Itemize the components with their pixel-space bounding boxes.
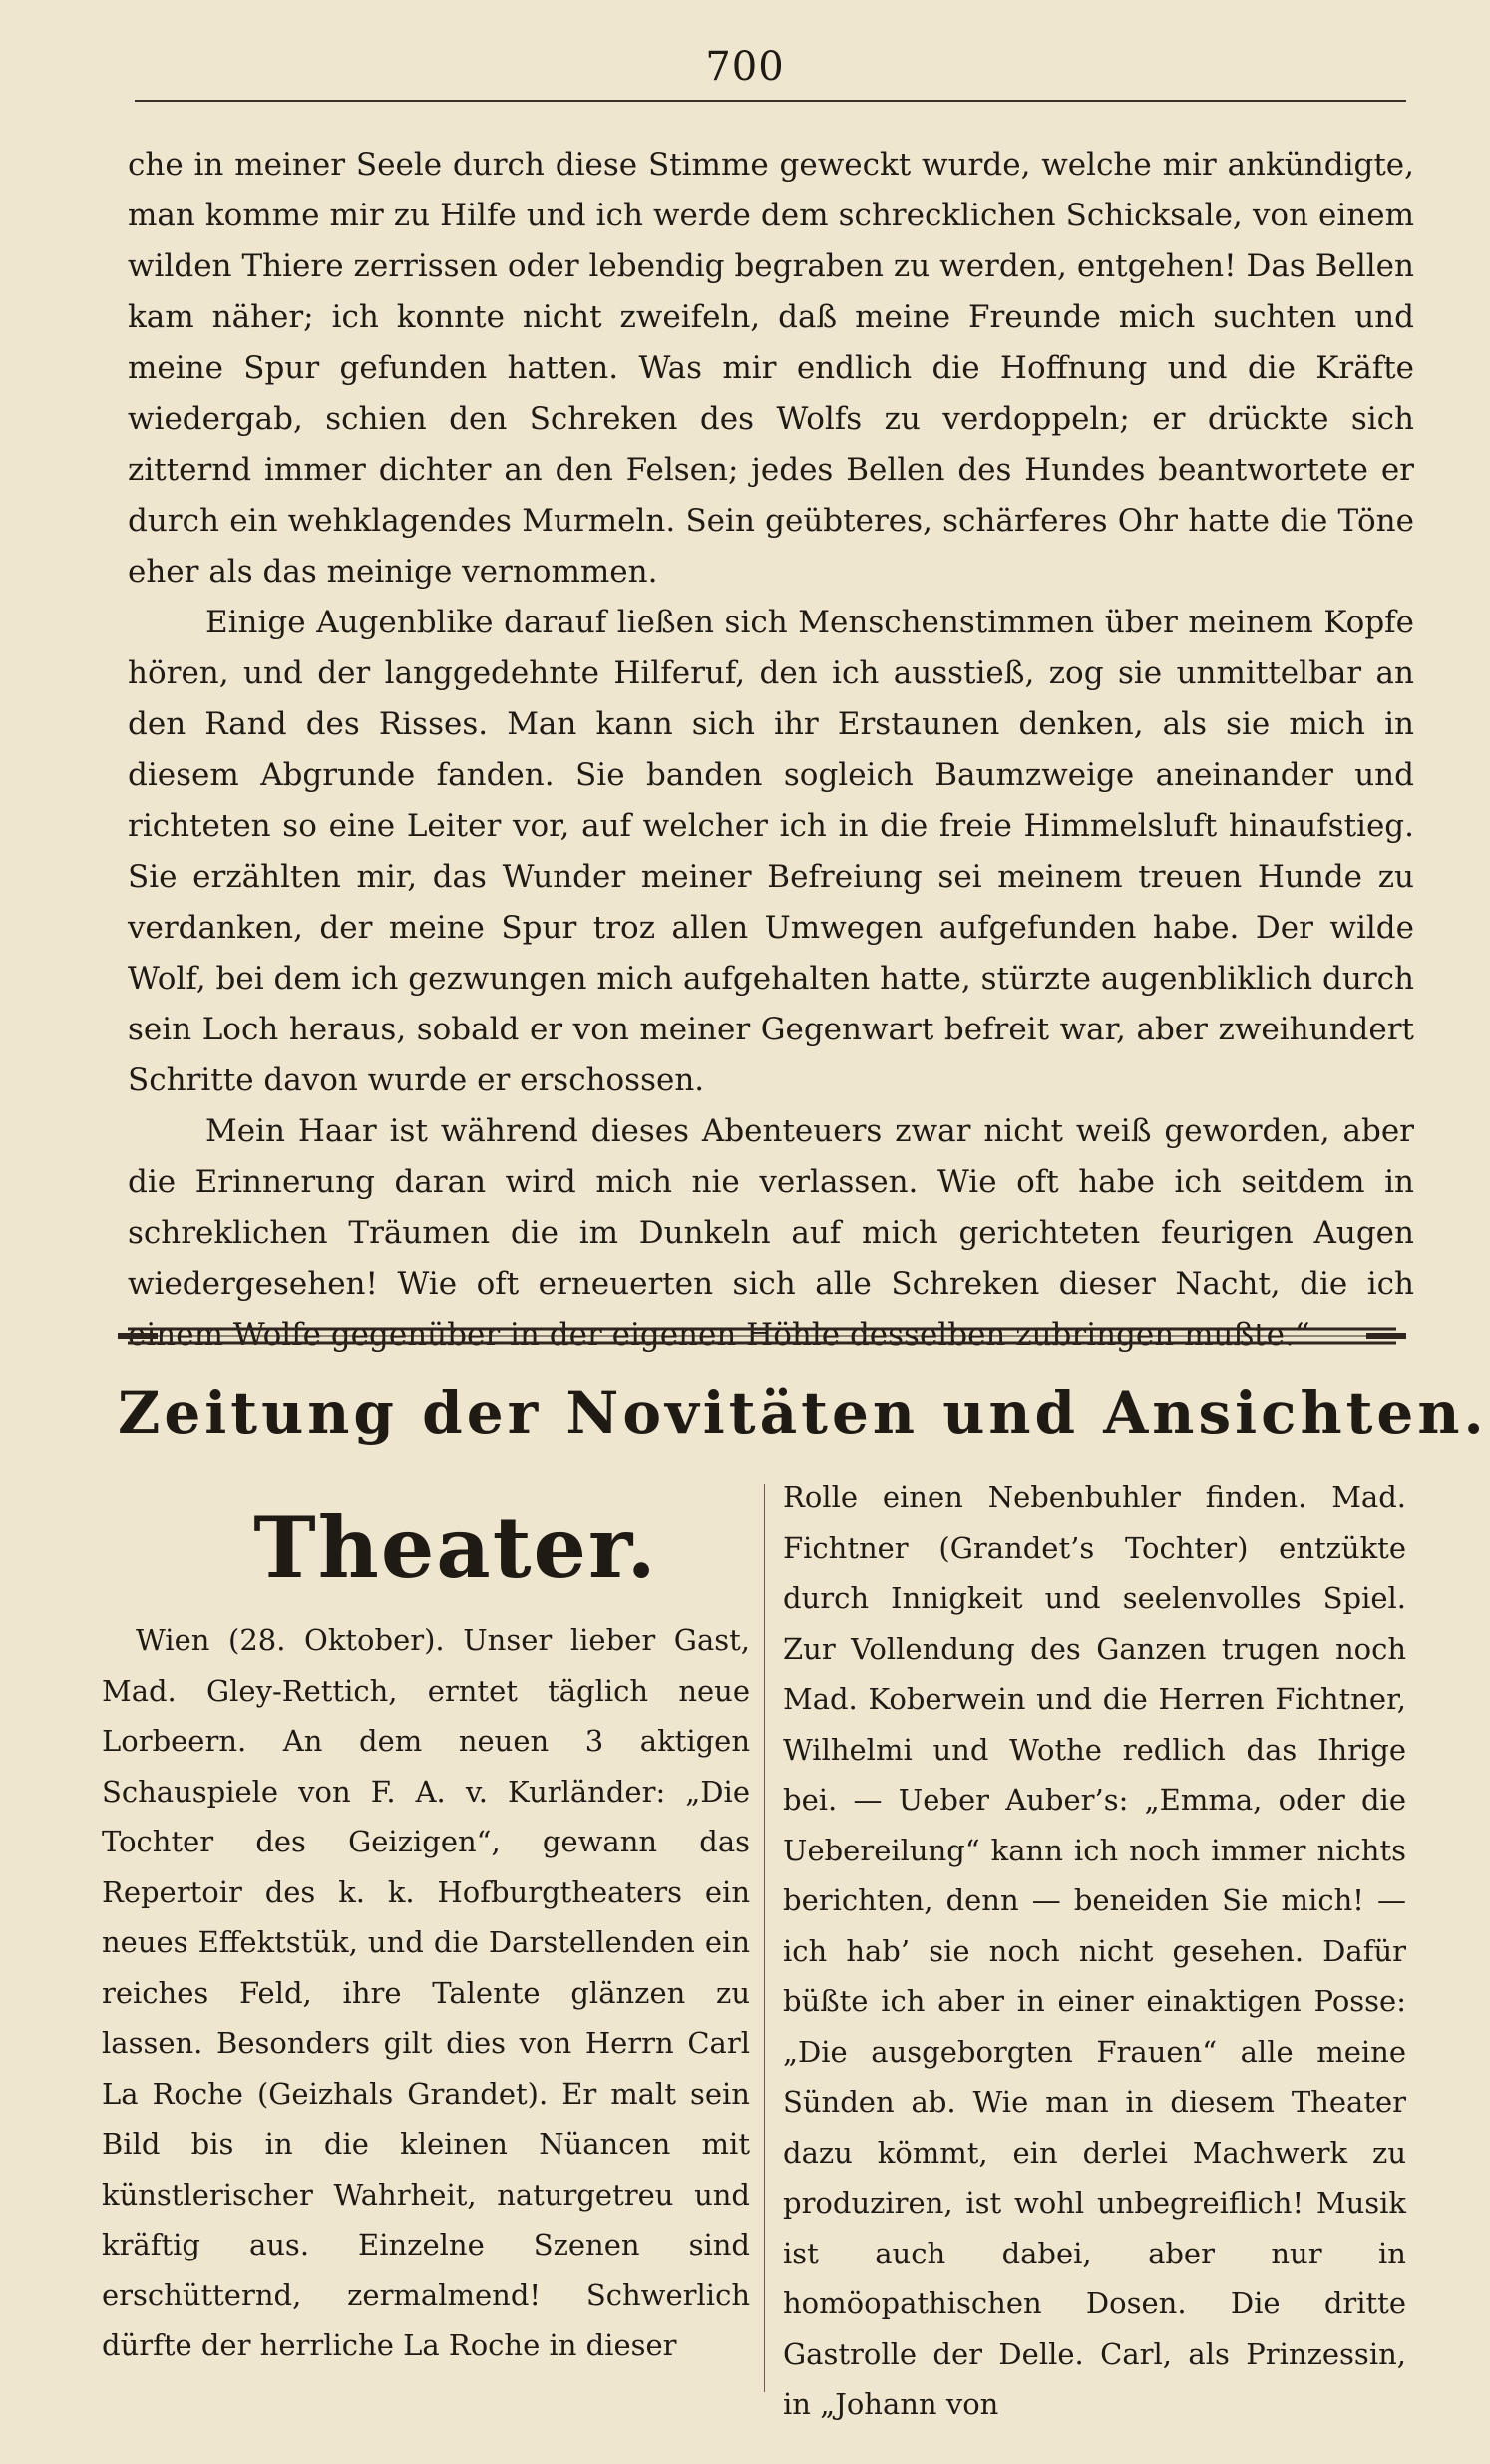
page-number: 700 xyxy=(705,44,785,90)
story-paragraph-3: Mein Haar ist während dieses Abenteuers zwar nicht weiß geworden, aber die Erinnerung daran wird mich nie verlassen. Wie oft habe ich seitdem in schreklichen Träumen die im Dunkeln auf mich gerichteten feurigen Augen wiedergesehen! Wie oft erneuerten sich alle Schreken dieser Nacht, die ich einem Wolfe gegenüber in der eigenen Höhle desselben zubringen mußte.“ xyxy=(128,1113,1414,1353)
top-rule xyxy=(135,100,1406,102)
right-column xyxy=(783,1472,1406,2430)
left-column xyxy=(102,1476,750,2371)
story-paragraph-1: che in meiner Seele durch diese Stimme geweckt wurde, welche mir ankündigte, man komme mir zu Hilfe und ich werde dem schrecklichen Schicksale, von einem wilden Thiere zerrissen oder lebendig begraben zu werden, entgehen! Das Bellen kam näher; ich konnte nicht zweifeln, daß meine Freunde mich suchten und meine Spur gefunden hatten. Was mir endlich die Hoffnung und die Kräfte wiedergab, schien den Schreken des Wolfs zu verdoppeln; er drückte sich zitternd immer dichter an den Felsen; jedes Bellen des Hundes beantwortete er durch ein wehklagendes Murmeln. Sein geübteres, schärferes Ohr hatte die Töne eher als das meinige vernommen. xyxy=(128,147,1414,590)
story-text xyxy=(128,140,1414,1361)
section-title: Zeitung der Novitäten und Ansichten. xyxy=(118,1379,1488,1446)
theater-text-left: Wien (28. Oktober). Unser lieber Gast, Mad. Gley-Rettich, erntet täglich neue Lorbeern. An dem neuen 3 aktigen Schauspiele von F. A. v. Kurländer: „Die Tochter des Geizigen“, gewann das Repertoir des k. k. Hofburgtheaters ein neues Effektstük, und die Darstellenden ein reiches Feld, ihre Talente glänzen zu lassen. Besonders gilt dies von Herrn Carl La Roche (Geizhals Grandet). Er malt sein Bild bis in die kleinen Nüancen mit künstlerischer Wahrheit, naturgetreu und kräftig aus. Einzelne Szenen sind erschütternd, zermalmend! Schwerlich dürfte der herrliche La Roche in dieser xyxy=(102,1623,750,2362)
story-paragraph-2: Einige Augenblike darauf ließen sich Menschenstimmen über meinem Kopfe hören, und der langgedehnte Hilferuf, den ich ausstieß, zog sie unmittelbar an den Rand des Risses. Man kann sich ihr Erstaunen denken, als sie mich in diesem Abgrunde fanden. Sie banden sogleich Baumzweige aneinander und richteten so eine Leiter vor, auf welcher ich in die freie Himmelsluft hinaufstieg. Sie erzählten mir, das Wunder meiner Befreiung sei meinem treuen Hunde zu verdanken, der meine Spur troz allen Umwegen aufgefunden habe. Der wilde Wolf, bei dem ich gezwungen mich aufgehalten hatte, stürzte augenbliklich durch sein Loch heraus, sobald er von meiner Gegenwart befreit war, aber zweihundert Schritte davon wurde er erschossen. xyxy=(128,605,1414,1098)
section-divider xyxy=(118,1320,1406,1352)
theater-text-right: Rolle einen Nebenbuhler finden. Mad. Fichtner (Grandet’s Tochter) entzükte durch Innigkeit und seelenvolles Spiel. Zur Vollendung des Ganzen trugen noch Mad. Koberwein und die Herren Fichtner, Wilhelmi und Wothe redlich das Ihrige bei. — Ueber Auber’s: „Emma, oder die Uebereilung“ kann ich noch immer nichts berichten, denn — beneiden Sie mich! — ich hab’ sie noch nicht gesehen. Dafür büßte ich aber in einer einaktigen Posse: „Die ausgeborgten Frauen“ alle meine Sünden ab. Wie man in diesem Theater dazu kömmt, ein derlei Machwerk zu produziren, ist wohl unbegreiflich! Musik ist auch dabei, aber nur in homöopathischen Dosen. Die dritte Gastrolle der Delle. Carl, als Prinzessin, in „Johann von xyxy=(783,1480,1406,2421)
column-divider xyxy=(764,1484,765,2392)
theater-heading: Theater. xyxy=(253,1498,658,1597)
